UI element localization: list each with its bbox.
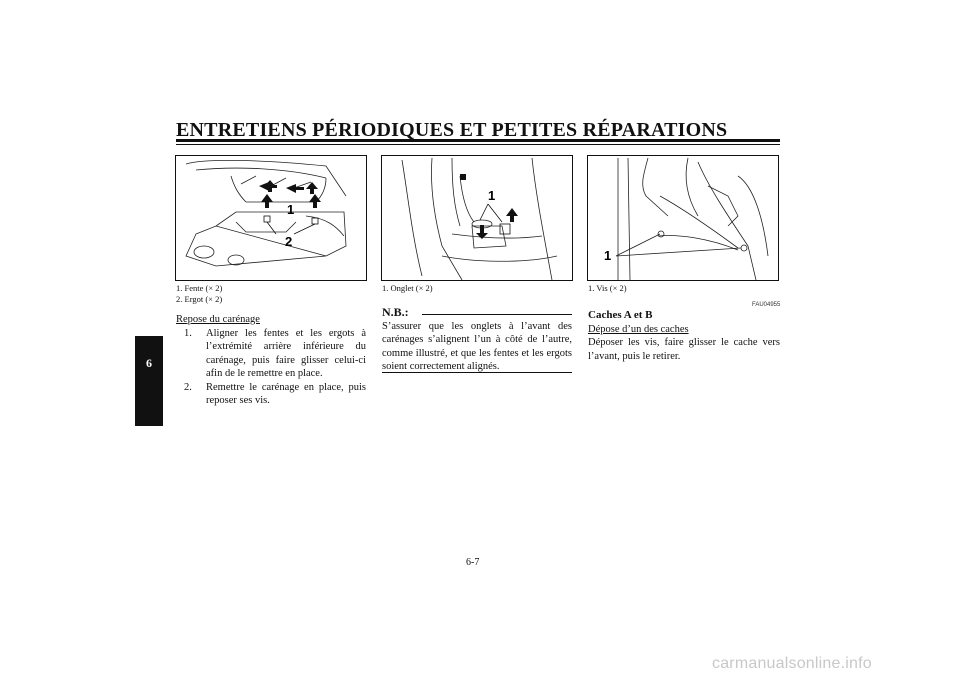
page-title: ENTRETIENS PÉRIODIQUES ET PETITES RÉPARATIONS xyxy=(176,119,728,141)
section-title: Caches A et B xyxy=(588,309,653,321)
list-item xyxy=(176,381,366,408)
figure-cowling-tabs xyxy=(381,155,573,281)
figure-caption: 1. Onglet (× 2) xyxy=(382,283,433,293)
section-heading: Repose du carénage xyxy=(176,314,260,325)
page-number: 6-7 xyxy=(466,557,480,568)
figure-cover-screws xyxy=(587,155,779,281)
watermark: carmanualsonline.info xyxy=(712,655,872,672)
nb-text: S’assurer que les onglets à l’avant des carénages s’alignent l’un à côté de l’autre, comme illustré, et que les fentes et les ergots soient correctement alignés. xyxy=(382,320,572,372)
callout-1: 1 xyxy=(287,202,295,217)
nb-label: N.B.: xyxy=(382,305,409,319)
figure-caption: 1. Vis (× 2) xyxy=(588,283,627,293)
list-item xyxy=(176,327,366,381)
reference-code: FAU04955 xyxy=(752,302,781,308)
step-text: Aligner les fentes et les ergots à l’extrémité arrière inférieure du carénage, puis faire glisser celui-ci afin de le remettre en place. xyxy=(206,327,366,379)
cover-illustration xyxy=(588,156,778,280)
callout-2: 2 xyxy=(285,234,293,249)
callout-1: 1 xyxy=(488,188,496,203)
column-1 xyxy=(176,313,366,408)
step-text: Remettre le carénage en place, puis reposer ses vis. xyxy=(206,381,366,406)
column-2 xyxy=(382,306,572,374)
title-rule xyxy=(176,139,780,142)
cowling-illustration xyxy=(176,156,366,280)
callout-1: 1 xyxy=(604,248,612,263)
body-paragraph: Déposer les vis, faire glisser le cache vers l’avant, puis le retirer. xyxy=(588,337,780,362)
figure-caption: 1. Fente (× 2) xyxy=(176,283,223,293)
title-rule-thin xyxy=(176,144,780,145)
chapter-number: 6 xyxy=(146,356,152,370)
column-3 xyxy=(588,309,780,363)
sub-heading: Dépose d’un des caches xyxy=(588,323,689,335)
step-number: 2. xyxy=(184,381,192,393)
step-number: 1. xyxy=(184,327,192,339)
figure-cowling-slots xyxy=(175,155,367,281)
chapter-tab xyxy=(135,336,163,426)
tabs-illustration xyxy=(382,156,572,280)
figure-caption: 2. Ergot (× 2) xyxy=(176,294,223,304)
nb-end-rule xyxy=(382,372,572,373)
